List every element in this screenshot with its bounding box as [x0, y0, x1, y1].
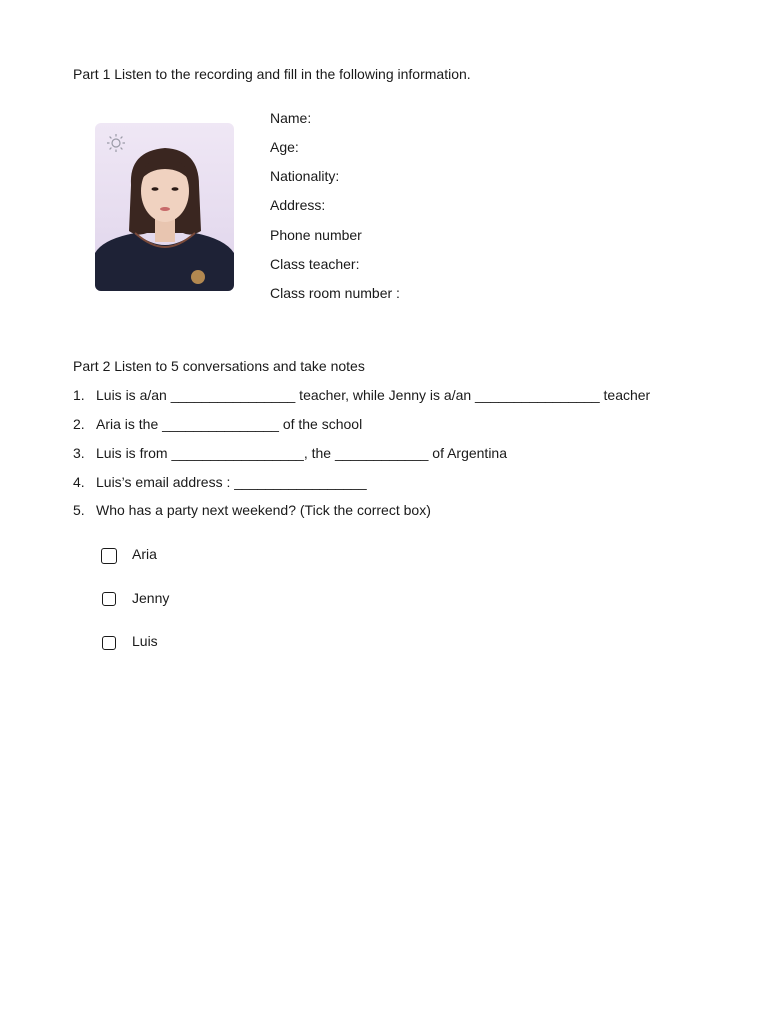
checkbox-jenny[interactable] — [102, 592, 116, 606]
question-text: Luis is from _________________, the ____________ of Argentina — [96, 445, 508, 461]
option-label-luis: Luis — [132, 633, 158, 649]
field-phone-number: Phone number — [270, 227, 362, 243]
field-class-room-number: Class room number : — [270, 285, 400, 301]
question-number: 2. — [73, 416, 85, 432]
field-nationality: Nationality: — [270, 168, 340, 184]
option-label-jenny: Jenny — [132, 590, 170, 606]
student-photo — [95, 123, 234, 291]
question-number: 3. — [73, 445, 85, 461]
question-text: Luis is a/an ________________ teacher, while Jenny is a/an ________________ teacher — [96, 387, 651, 403]
question-number: 5. — [73, 502, 85, 518]
checkbox-luis[interactable] — [102, 636, 116, 650]
question-text: Luis’s email address : _________________ — [96, 474, 367, 490]
question-number: 4. — [73, 474, 85, 490]
part1-heading: Part 1 Listen to the recording and fill in the following information. — [73, 66, 471, 82]
field-class-teacher: Class teacher: — [270, 256, 360, 272]
field-age: Age: — [270, 139, 299, 155]
field-address: Address: — [270, 197, 326, 213]
part2-heading: Part 2 Listen to 5 conversations and take notes — [73, 358, 365, 374]
question-text: Aria is the _______________ of the school — [96, 416, 363, 432]
question-number: 1. — [73, 387, 85, 403]
sun-icon — [107, 134, 125, 152]
question-text: Who has a party next weekend? (Tick the correct box) — [96, 502, 431, 518]
option-label-aria: Aria — [132, 546, 157, 562]
field-name: Name: — [270, 110, 312, 126]
checkbox-aria[interactable] — [101, 548, 117, 564]
